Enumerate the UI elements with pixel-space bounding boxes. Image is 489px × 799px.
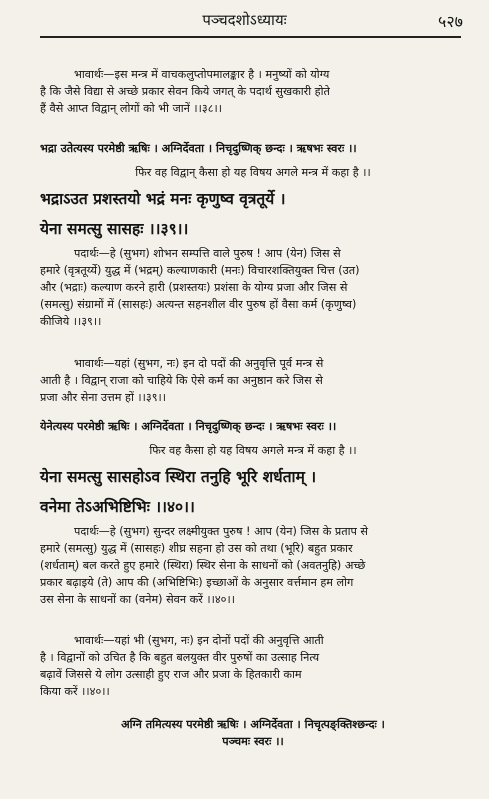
text-line: बढ़ावें जिससे ये लोग उत्साही हुए राज और प्रजा के हितकारी काम bbox=[40, 668, 302, 681]
text-line: आती है । विद्वान् राजा को चाहिये कि ऐसे कर्म का अनुष्ठान करे जिस से bbox=[40, 374, 323, 387]
text-line: पदार्थः—हे (सुभग) सुन्दर लक्ष्मीयुक्त पुरुष ! आप (येन) जिस के प्रताप से bbox=[74, 525, 368, 538]
text-line: भावार्थः—इस मन्त्र में वाचकलुप्तोपमालङ्कार है । मनुष्यों को योग्य bbox=[74, 68, 330, 81]
header-rule bbox=[40, 36, 461, 38]
text-line: प्रजा और सेना उत्तम हों ।।३९।। bbox=[40, 391, 167, 404]
text-line: हैं वैसे आप्त विद्वान् लोगों को भी जानें ।।३८।। bbox=[40, 102, 223, 115]
mantra-line: वनेमा तेऽअभिष्टिभिः ।।४०।। bbox=[40, 498, 195, 516]
intro-39 bbox=[40, 164, 466, 181]
text-line: भावार्थः—यहां भी (सुभग, नः) इन दोनों पदों की अनुवृत्ति आती bbox=[74, 634, 324, 647]
text-line: भावार्थः—यहां (सुभग, नः) इन दो पदों की अनुवृत्ति पूर्व मन्त्र से bbox=[74, 357, 324, 370]
mantra-39 bbox=[40, 184, 466, 244]
bhavartha-40 bbox=[40, 632, 466, 700]
text-line: अग्नि तमित्यस्य परमेष्ठी ऋषिः । अग्निर्देवता । निचृत्पङ्क्तिश्छन्दः । bbox=[121, 718, 385, 731]
rishi-line-39 bbox=[40, 140, 466, 157]
text-line: उस सेना के साधनों का (वनेम) सेवन करें ।।४०।। bbox=[40, 593, 235, 606]
page-header bbox=[0, 10, 489, 34]
text-line: (शर्धताम्) बल करते हुए हमारे (स्थिरा) स्थिर सेना के साधनों को (अवतनुहि) अच्छे bbox=[40, 559, 366, 572]
text-line: फिर वह कैसा हो यह विषय अगले मन्त्र में कहा है ।। bbox=[149, 444, 357, 457]
page-number: ५२७ bbox=[438, 12, 463, 31]
mantra-line: येना समत्सु सासहोऽव स्थिरा तनुहि भूरि शर्धताम् । bbox=[40, 468, 317, 486]
mantra-40 bbox=[40, 462, 466, 522]
text-line: पञ्चमः स्वरः ।। bbox=[222, 735, 284, 748]
text-line: येनेत्यस्य परमेष्ठी ऋषिः । अग्निर्देवता । निचृदुष्णिक् छन्दः । ऋषभः स्वरः ।। bbox=[40, 420, 337, 433]
text-line: किया करें ।।४०।। bbox=[40, 685, 110, 698]
chapter-title: पञ्चदशोऽध्यायः bbox=[202, 11, 287, 29]
text-line: हमारे (समत्सु) युद्ध में (सासहः) शीघ्र सहना हो उस को तथा (भूरि) बहुत प्रकार bbox=[40, 542, 353, 555]
text-line: पदार्थः—हे (सुभग) शोभन सम्पत्ति वाले पुरुष ! आप (येन) जिस से bbox=[74, 247, 341, 260]
text-line: है कि जैसे विद्या से अच्छे प्रकार सेवन किये जगत् के पदार्थ सुखकारी होते bbox=[40, 85, 330, 98]
text-line: भद्रा उतेत्यस्य परमेष्ठी ऋषिः । अग्निर्देवता । निचृदुष्णिक् छन्दः । ऋषभः स्वरः ।। bbox=[40, 142, 357, 155]
rishi-line-41 bbox=[40, 716, 466, 750]
rishi-line-40 bbox=[40, 418, 466, 435]
text-line: है । विद्वानों को उचित है कि बहुत बलयुक्त वीर पुरुषों का उत्साह नित्य bbox=[40, 651, 320, 664]
text-line: फिर वह विद्वान् कैसा हो यह विषय अगले मन्त्र में कहा है ।। bbox=[135, 166, 371, 179]
text-line: (समत्सु) संग्रामों में (सासहः) अत्यन्त सहनशील वीर पुरुष हों वैसा कर्म (कृणुष्व) bbox=[40, 298, 357, 311]
mantra-line: भद्राऽउत प्रशस्तयो भद्रं मनः कृणुष्व वृत्रतूर्ये । bbox=[40, 190, 286, 208]
bhavartha-38 bbox=[40, 66, 466, 117]
intro-40 bbox=[40, 442, 466, 459]
text-line: प्रकार बढ़ाइये (ते) आप की (अभिष्टिभिः) इच्छाओं के अनुसार वर्त्तमान हम लोग bbox=[40, 576, 354, 589]
bhavartha-39 bbox=[40, 355, 466, 406]
text-line: हमारे (वृत्रतूर्य्ये) युद्ध में (भद्रम्) कल्याणकारी (मनः) विचारशक्तियुक्त चित्त (उत) bbox=[40, 264, 360, 277]
mantra-line: येना समत्सु सासहः ।।३९।। bbox=[40, 220, 189, 238]
text-line: और (भद्राः) कल्याण करने हारी (प्रशस्तयः) प्रशंसा के योग्य प्रजा और जिस से bbox=[40, 281, 348, 294]
text-line: कीजिये ।।३९।। bbox=[40, 315, 102, 328]
padartha-40 bbox=[40, 523, 466, 608]
padartha-39 bbox=[40, 245, 466, 330]
